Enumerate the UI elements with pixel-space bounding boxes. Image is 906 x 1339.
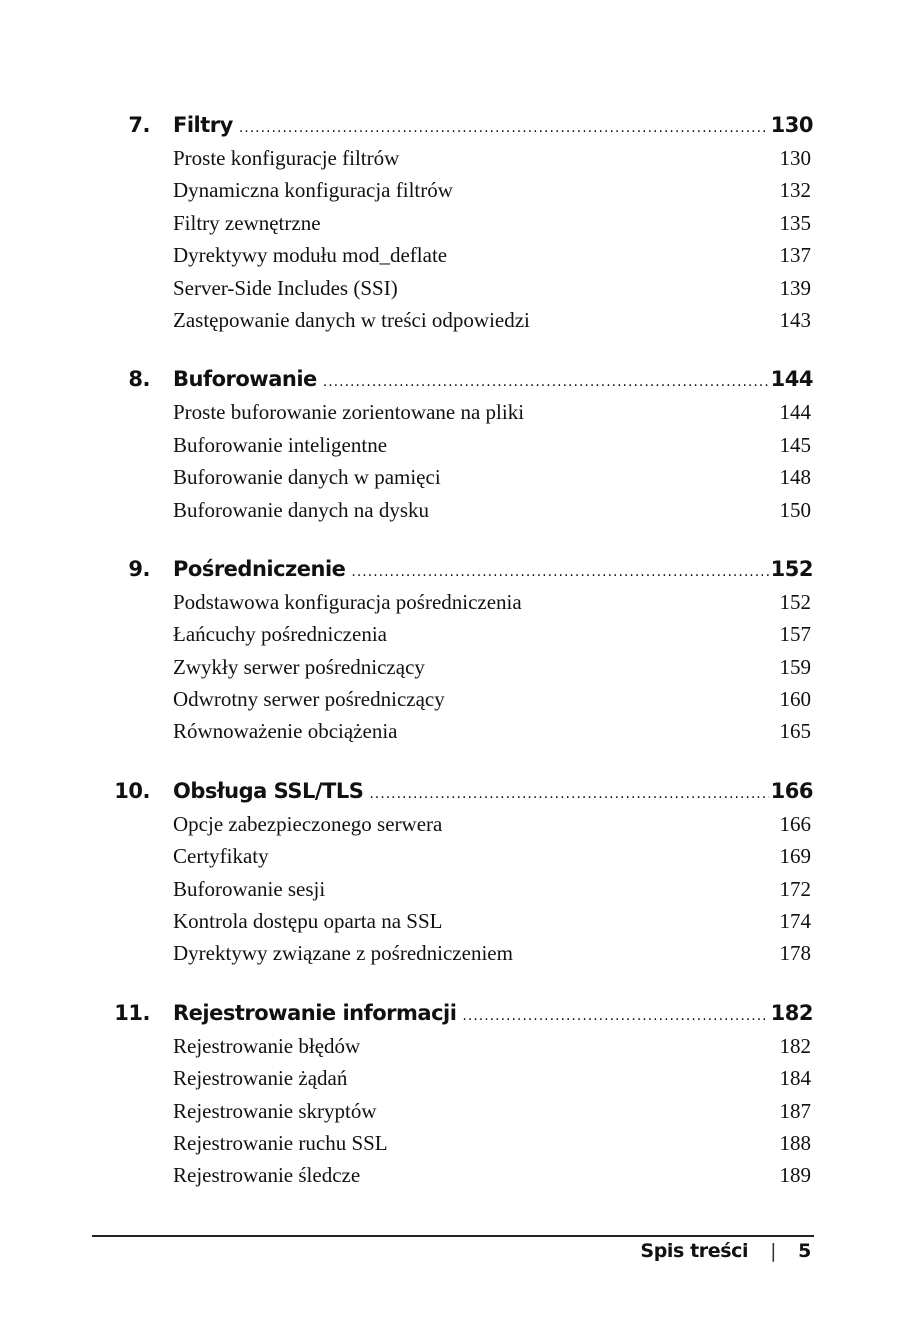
section-page-number: 139 <box>779 275 811 300</box>
section-page-number: 160 <box>779 687 811 712</box>
toc-chapter <box>0 553 906 749</box>
chapter-title-row <box>173 557 813 581</box>
section-page-number: 157 <box>779 622 811 647</box>
section-title: Kontrola dostępu oparta na SSL <box>173 909 443 934</box>
section-title: Podstawowa konfiguracja pośredniczenia <box>173 589 522 614</box>
section-page-number: 174 <box>779 909 811 934</box>
section-title: Proste buforowanie zorientowane na pliki <box>173 400 525 425</box>
section-title: Łańcuchy pośredniczenia <box>173 622 387 647</box>
chapter-heading[interactable] <box>0 109 906 143</box>
chapter-title: Filtry <box>173 113 233 137</box>
table-of-contents <box>0 109 906 1219</box>
chapter-page-number: 182 <box>770 1000 813 1025</box>
section-page-number: 178 <box>779 941 811 966</box>
section-page-number: 165 <box>779 719 811 744</box>
section-page-number: 152 <box>779 589 811 614</box>
section-page-number: 130 <box>779 146 811 170</box>
chapter-title-row <box>173 1001 813 1025</box>
section-page-number: 184 <box>779 1066 811 1091</box>
section-page-number: 150 <box>779 497 811 522</box>
chapter-number: 9. <box>128 556 150 581</box>
section-entry[interactable] <box>0 175 906 207</box>
section-title: Rejestrowanie skryptów <box>173 1098 377 1123</box>
toc-chapter <box>0 109 906 337</box>
chapter-page-number: 144 <box>770 367 813 392</box>
chapter-title-row <box>173 779 813 803</box>
section-entry[interactable] <box>0 841 906 873</box>
chapter-number: 8. <box>128 367 150 392</box>
section-page-number: 182 <box>779 1033 811 1058</box>
footer-page-number: 5 <box>798 1240 811 1262</box>
section-entry[interactable] <box>0 143 906 175</box>
section-entry[interactable] <box>0 874 906 906</box>
section-entry[interactable] <box>0 684 906 716</box>
chapter-title-row <box>173 113 813 137</box>
chapter-title: Obsługa SSL/TLS <box>173 778 364 803</box>
section-page-number: 159 <box>779 654 811 679</box>
section-title: Server-Side Includes (SSI) <box>173 275 398 300</box>
chapter-heading[interactable] <box>0 775 906 809</box>
section-page-number: 187 <box>779 1098 811 1123</box>
chapter-title-row <box>173 367 813 391</box>
dot-leader <box>239 120 769 136</box>
toc-chapter <box>0 997 906 1193</box>
chapter-heading[interactable] <box>0 363 906 397</box>
section-title: Certyfikaty <box>173 844 269 869</box>
footer-separator: | <box>770 1240 777 1262</box>
section-entry[interactable] <box>0 1160 906 1192</box>
section-title: Zastępowanie danych w treści odpowiedzi <box>173 307 530 332</box>
chapter-page-number: 152 <box>770 556 813 581</box>
section-entry[interactable] <box>0 397 906 429</box>
section-entry[interactable] <box>0 652 906 684</box>
section-title: Rejestrowanie śledcze <box>173 1163 361 1188</box>
section-title: Buforowanie danych w pamięci <box>173 465 441 490</box>
section-entry[interactable] <box>0 716 906 748</box>
footer-divider <box>92 1235 814 1237</box>
section-title: Opcje zabezpieczonego serwera <box>173 811 443 836</box>
section-page-number: 172 <box>779 876 811 901</box>
chapter-title: Buforowanie <box>173 367 317 392</box>
section-entry[interactable] <box>0 906 906 938</box>
section-page-number: 145 <box>779 432 811 457</box>
section-entry[interactable] <box>0 587 906 619</box>
chapter-title: Rejestrowanie informacji <box>173 1000 457 1025</box>
section-title: Buforowanie danych na dysku <box>173 497 430 522</box>
section-entry[interactable] <box>0 809 906 841</box>
section-page-number: 169 <box>779 844 811 869</box>
section-entry[interactable] <box>0 1096 906 1128</box>
section-title: Dyrektywy modułu mod_deflate <box>173 243 448 268</box>
chapter-title: Pośredniczenie <box>173 556 346 581</box>
section-entry[interactable] <box>0 495 906 527</box>
section-page-number: 144 <box>779 400 811 425</box>
section-title: Rejestrowanie ruchu SSL <box>173 1130 388 1155</box>
section-title: Filtry zewnętrzne <box>173 210 321 235</box>
chapter-page-number: 130 <box>770 113 813 137</box>
dot-leader <box>369 786 768 802</box>
section-title: Buforowanie sesji <box>173 876 326 901</box>
section-title: Buforowanie inteligentne <box>173 432 388 457</box>
section-title: Proste konfiguracje filtrów <box>173 146 400 170</box>
section-entry[interactable] <box>0 1063 906 1095</box>
chapter-heading[interactable] <box>0 997 906 1031</box>
section-entry[interactable] <box>0 462 906 494</box>
section-page-number: 132 <box>779 178 811 203</box>
toc-chapter <box>0 363 906 527</box>
section-entry[interactable] <box>0 938 906 970</box>
section-title: Rejestrowanie błędów <box>173 1033 361 1058</box>
section-entry[interactable] <box>0 1031 906 1063</box>
section-page-number: 188 <box>779 1130 811 1155</box>
page-footer <box>640 1240 811 1262</box>
section-page-number: 137 <box>779 243 811 268</box>
section-page-number: 166 <box>779 811 811 836</box>
chapter-number: 7. <box>128 113 150 137</box>
section-title: Dyrektywy związane z pośredniczeniem <box>173 941 513 966</box>
toc-chapter <box>0 775 906 971</box>
dot-leader <box>462 1008 768 1024</box>
section-page-number: 148 <box>779 465 811 490</box>
section-title: Zwykły serwer pośredniczący <box>173 654 425 679</box>
chapter-page-number: 166 <box>770 778 813 803</box>
section-entry[interactable] <box>0 240 906 272</box>
chapter-heading[interactable] <box>0 553 906 587</box>
chapter-number: 10. <box>114 778 150 803</box>
section-entry[interactable] <box>0 430 906 462</box>
section-entry[interactable] <box>0 305 906 337</box>
section-entry[interactable] <box>0 619 906 651</box>
section-title: Odwrotny serwer pośredniczący <box>173 687 445 712</box>
section-title: Rejestrowanie żądań <box>173 1066 348 1091</box>
section-page-number: 143 <box>779 307 811 332</box>
chapter-number: 11. <box>114 1000 150 1025</box>
dot-leader <box>323 374 769 390</box>
footer-label: Spis treści <box>640 1240 749 1262</box>
section-page-number: 135 <box>779 210 811 235</box>
section-title: Dynamiczna konfiguracja filtrów <box>173 178 453 203</box>
section-title: Równoważenie obciążenia <box>173 719 398 744</box>
section-page-number: 189 <box>779 1163 811 1188</box>
section-entry[interactable] <box>0 273 906 305</box>
section-entry[interactable] <box>0 208 906 240</box>
section-entry[interactable] <box>0 1128 906 1160</box>
dot-leader <box>351 564 768 580</box>
